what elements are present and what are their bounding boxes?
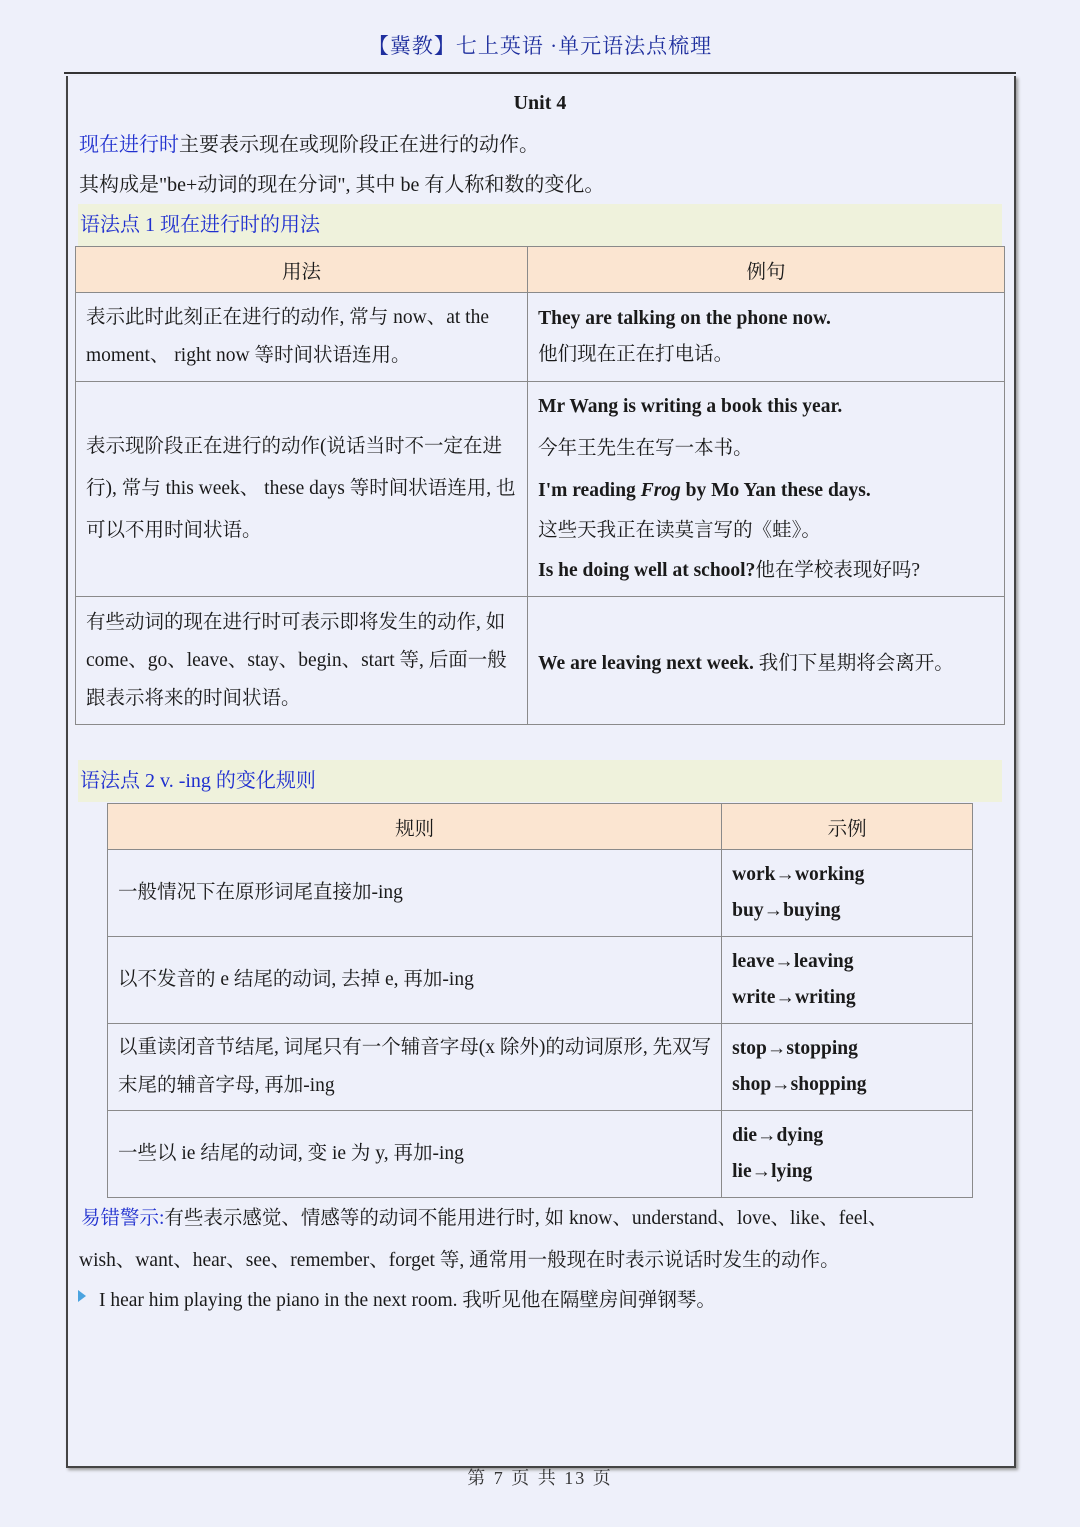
unit-title: Unit 4 [513,92,567,114]
example-cell [528,293,1005,382]
usage-cell: 有些动词的现在进行时可表示即将发生的动作, 如 come、go、leave、stay、begin、start 等, 后面一般跟表示将来的时间状语。 [76,597,528,725]
example-cn: 我们下星期将会离开。 [758,652,954,674]
section-1-title: 语法点 1 现在进行时的用法 [78,204,1002,246]
usage-table [75,246,1005,725]
intro-line-1-rest: 主要表示现在或现阶段正在进行的动作。 [179,134,539,156]
header-rule [64,72,1016,74]
example-line: Is he doing well at school?他在学校表现好吗? [538,560,920,581]
bullet-arrow-icon [78,1290,86,1302]
rule-cell: 一些以 ie 结尾的动词, 变 ie 为 y, 再加-ing [108,1111,722,1198]
example-en: They are talking on the phone now. [538,308,831,329]
warning-line-1: 易错警示:有些表示感觉、情感等的动词不能用进行时, 如 know、understand、love、like、feel、 [81,1208,888,1229]
rule-header: 规则 [108,804,722,850]
example-cn: 这些天我正在读莫言写的《蛙》。 [538,520,821,541]
example-cn: 他们现在正在打电话。 [538,344,734,365]
sample-cell: leave→leaving write→writing [722,937,973,1024]
example-en: We are leaving next week. [538,652,754,674]
usage-cell: 表示此时此刻正在进行的动作, 常与 now、at the moment、 right now 等时间状语连用。 [76,293,528,382]
example-cn: 今年王先生在写一本书。 [538,438,753,459]
warning-line-2: wish、want、hear、see、remember、forget 等, 通常用一般现在时表示说话时发生的动作。 [79,1250,840,1271]
rule-cell: 以重读闭音节结尾, 词尾只有一个辅音字母(x 除外)的动词原形, 先双写末尾的辅音字母, 再加-ing [108,1024,722,1111]
example-en: Mr Wang is writing a book this year. [538,396,843,417]
page-number: 第 7 页 共 13 页 [467,1468,613,1488]
sample-header: 示例 [722,804,973,850]
warning-label: 易错警示: [81,1208,165,1229]
section-2-title: 语法点 2 v. -ing 的变化规则 [78,760,1002,802]
ing-rules-table [107,803,973,1198]
sample-cell: die→dying lie→lying [722,1111,973,1198]
table-row [76,597,1005,725]
rule-cell: 一般情况下在原形词尾直接加-ing [108,850,722,937]
table-row [108,1111,973,1198]
intro-highlight: 现在进行时 [79,134,179,156]
warning-example: I hear him playing the piano in the next room. 我听见他在隔壁房间弹钢琴。 [99,1290,716,1311]
example-en: I'm reading Frog by Mo Yan these days. [538,480,871,501]
usage-cell: 表示现阶段正在进行的动作(说话当时不一定在进行), 常与 this week、 these days 等时间状语连用, 也可以不用时间状语。 [76,382,528,597]
intro-line-2: 其构成是"be+动词的现在分词", 其中 be 有人称和数的变化。 [79,174,605,196]
header-title: 【冀教】七上英语 ·单元语法点梳理 [367,34,713,58]
table-row [108,850,973,937]
table-row [76,293,1005,382]
sample-cell: work→working buy→buying [722,850,973,937]
table-row [76,382,1005,597]
rule-cell: 以不发音的 e 结尾的动词, 去掉 e, 再加-ing [108,937,722,1024]
example-cell [528,382,1005,597]
usage-header: 用法 [76,247,528,293]
table-row [108,937,973,1024]
example-cell [528,597,1005,725]
intro-line-1 [79,128,539,157]
sample-cell: stop→stopping shop→shopping [722,1024,973,1111]
example-header: 例句 [528,247,1005,293]
table-row [108,1024,973,1111]
